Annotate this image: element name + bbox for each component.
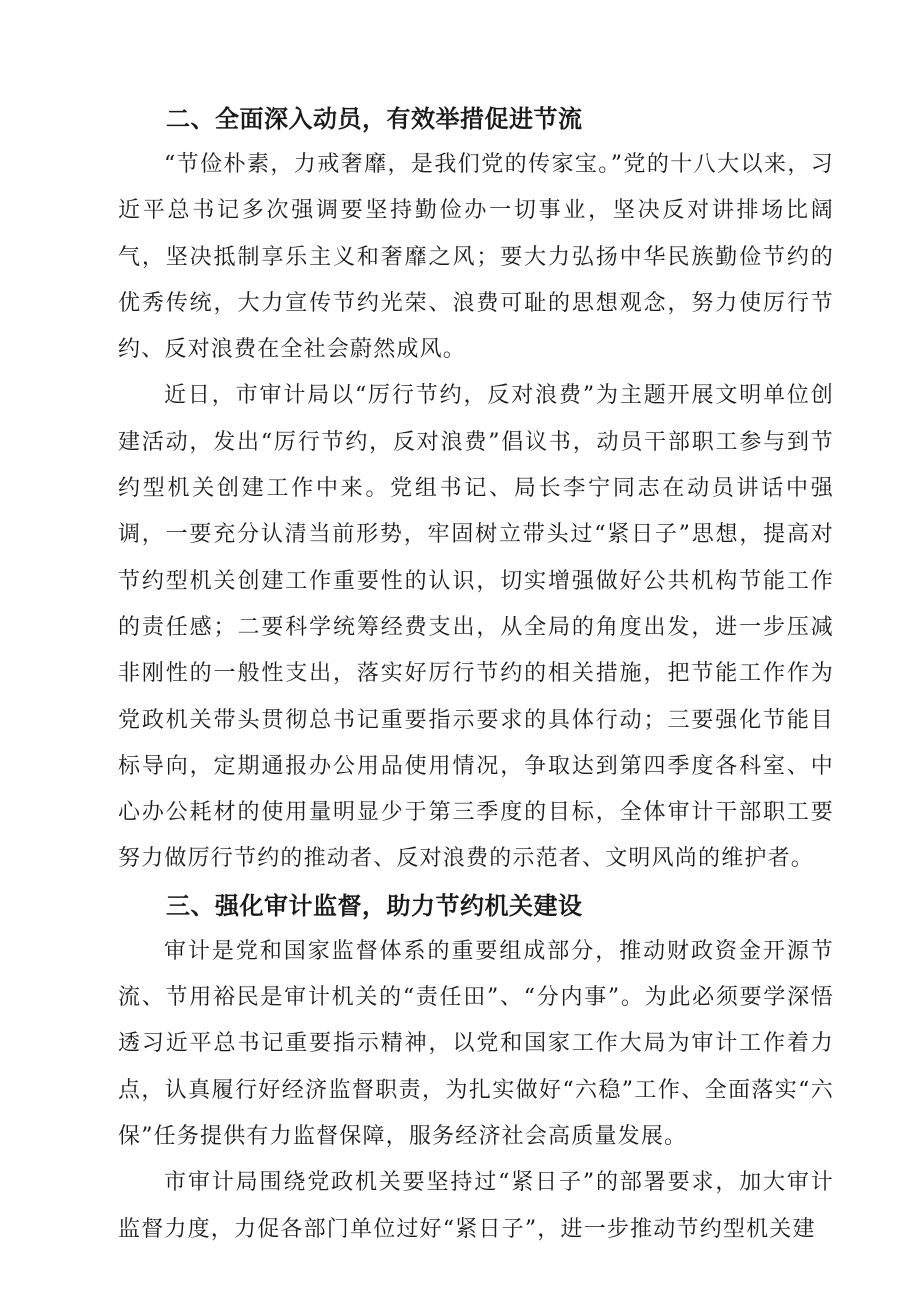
paragraph-3: 审计是党和国家监督体系的重要组成部分，推动财政资金开源节流、节用裕民是审计机关的“责任田”、“分内事”。为此必须要学深悟透习近平总书记重要指示精神，以党和国家工作大局为审计工作着力点，认真履行好经济监督职责，为扎实做好“六稳”工作、全面落实“六保”任务提供有力监督保障，服务经济社会高质量发展。 <box>118 938 834 1149</box>
section-heading-3: 三、强化审计监督，助力节约机关建设 <box>166 891 583 920</box>
section-heading-2: 二、全面深入动员，有效举措促进节流 <box>166 105 583 133</box>
paragraph-4: 市审计局围绕党政机关要坚持过“紧日子”的部署要求，加大审计监督力度，力促各部门单位过好“紧日子”，进一步推动节约型机关建 <box>118 1170 834 1242</box>
paragraph-2: 近日，市审计局以“厉行节约，反对浪费”为主题开展文明单位创建活动，发出“厉行节约，反对浪费”倡议书，动员干部职工参与到节约型机关创建工作中来。党组书记、局长李宁同志在动员讲话中强调，一要充分认清当前形势，牢固树立带头过“紧日子”思想，提高对节约型机关创建工作重要性的认识，切实增强做好公共机构节能工作的责任感；二要科学统筹经费支出，从全局的角度出发，进一步压减非刚性的一般性支出，落实好厉行节约的相关措施，把节能工作作为党政机关带头贯彻总书记重要指示要求的具体行动；三要强化节能目标导向，定期通报办公用品使用情况，争取达到第四季度各科室、中心办公耗材的使用量明显少于第三季度的目标，全体审计干部职工要努力做厉行节约的推动者、反对浪费的示范者、文明风尚的维护者。 <box>118 383 834 872</box>
document-body <box>118 96 834 1253</box>
paragraph-1: “节俭朴素，力戒奢靡，是我们党的传家宝。”党的十八大以来，习近平总书记多次强调要坚持勤俭办一切事业，坚决反对讲排场比阔气，坚决抵制享乐主义和奢靡之风；要大力弘扬中华民族勤俭节约的优秀传统，大力宣传节约光荣、浪费可耻的思想观念，努力使厉行节约、反对浪费在全社会蔚然成风。 <box>118 152 834 363</box>
